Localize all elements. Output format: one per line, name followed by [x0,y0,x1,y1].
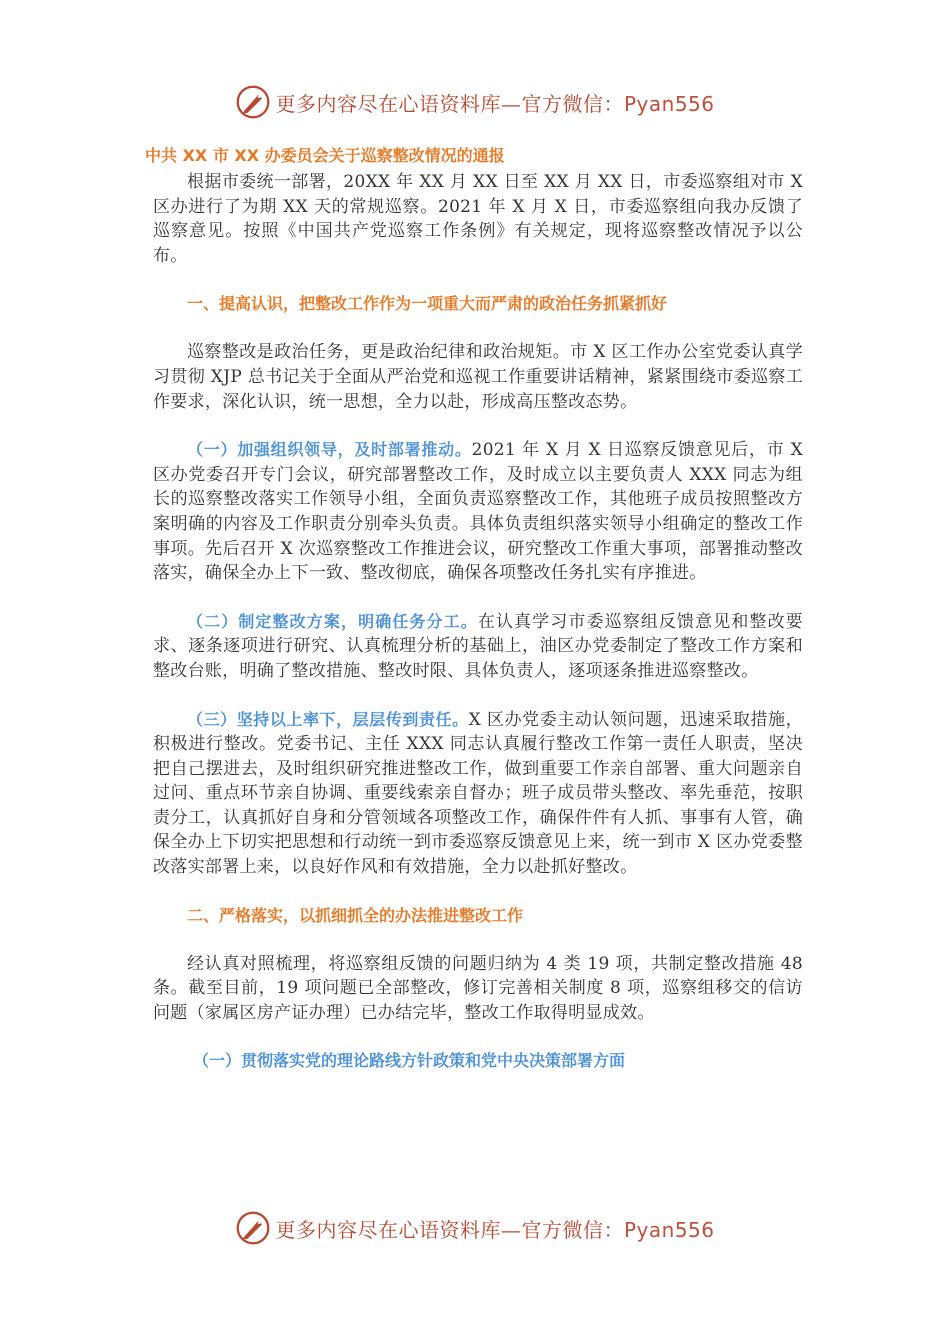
pen-nib-logo-icon [235,84,271,120]
section2-paragraph: 经认真对照梳理，将巡察组反馈的问题归纳为 4 类 19 项，共制定整改措施 48 条。截至目前，19 项问题已全部整改，修订完善相关制度 8 项，巡察组移交的信访问题（家属区房产证办理）已办结完毕，整改工作取得明显成效。 [153,953,803,1023]
section1-heading: 一、提高认识，把整改工作作为一项重大而严肃的政治任务抓紧抓好 [187,294,668,314]
section1-sub3-heading: （三）坚持以上率下，层层传到责任。 [187,709,469,729]
section1-sub3-paragraph: （三）坚持以上率下，层层传到责任。X 区办党委主动认领问题，迅速采取措施，积极进行整改。党委书记、主任 XXX 同志认真履行整改工作第一责任人职责，坚决把自己摆进去，及时组织研究推进整改工作，做到重要工作亲自部署、重大问题亲自过问、重点环节亲自协调、重要线索亲自督办；班子成员带头整改、率先垂范，按职责分工，认真抓好自身和分管领域各项整改工作，确保件件有人抓、事事有人管，确保全办上下切实把思想和行动统一到市委巡察反馈意见上来，统一到市 X 区办党委整改落实部署上来，以良好作风和有效措施，全力以赴抓好整改。 [153,709,803,878]
intro-paragraph: 根据市委统一部署，20XX 年 XX 月 XX 日至 XX 月 XX 日，市委巡察组对市 X 区办进行了为期 XX 天的常规巡察。2021 年 X 月 X 日，市委巡察组向我办反馈了巡察意见。按照《中国共产党巡察工作条例》有关规定，现将巡察整改情况予以公布。 [153,172,803,266]
bottom-banner [0,1208,950,1248]
pen-nib-logo-icon [235,1210,271,1246]
top-banner [0,82,950,122]
document-body [145,144,803,1073]
section1-sub1-heading: （一）加强组织领导，及时部署推动。 [187,440,472,460]
section1-paragraph: 巡察整改是政治任务，更是政治纪律和政治规矩。市 X 区工作办公室党委认真学习贯彻 XJP 总书记关于全面从严治党和巡视工作重要讲话精神，紧紧围绕市委巡察工作要求，深化认识，统一思想，全力以赴，形成高压整改态势。 [153,342,803,412]
section2-heading: 二、严格落实，以抓细抓全的办法推进整改工作 [187,905,524,925]
document-title: 中共 XX 市 XX 办委员会关于巡察整改情况的通报 [145,146,505,165]
section1-sub2-heading: （二）制定整改方案，明确任务分工。 [187,611,478,631]
section1-sub1-paragraph: （一）加强组织领导，及时部署推动。2021 年 X 月 X 日巡察反馈意见后，市 X 区办党委召开专门会议，研究部署整改工作，及时成立以主要负责人 XXX 同志为组长的巡察整改落实工作领导小组，全面负责巡察整改工作，其他班子成员按照整改方案明确的内容及工作职责分别牵头负责。具体负责组织落实领导小组确定的整改工作事项。先后召开 X 次巡察整改工作推进会议，研究整改工作重大事项，部署推动整改落实，确保全办上下一致、整改彻底，确保各项整改任务扎实有序推进。 [153,440,803,584]
banner-text: 更多内容尽在心语资料库—官方微信：Pyan556 [275,1217,715,1242]
banner-text: 更多内容尽在心语资料库—官方微信：Pyan556 [275,91,715,116]
section1-sub2-paragraph: （二）制定整改方案，明确任务分工。在认真学习市委巡察组反馈意见和整改要求、逐条逐项进行研究、认真梳理分析的基础上，油区办党委制定了整改工作方案和整改台账，明确了整改措施、整改时限、具体负责人，逐项逐条推进巡察整改。 [153,611,803,681]
section2-sub1-heading: （一）贯彻落实党的理论路线方针政策和党中央决策部署方面 [193,1051,626,1071]
